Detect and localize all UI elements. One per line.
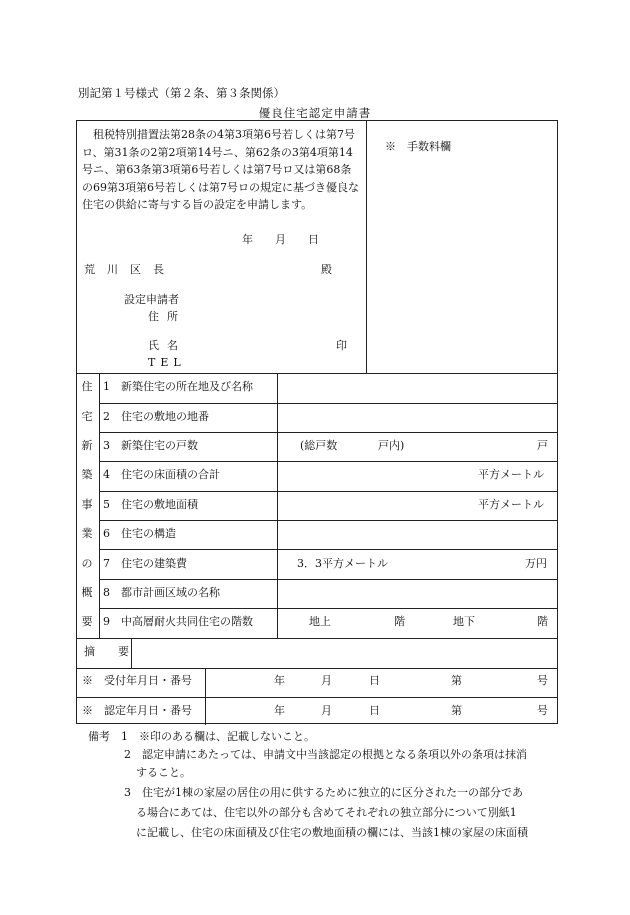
summary-label: 摘 要	[84, 645, 135, 658]
application-date: 年 月 日	[242, 233, 319, 246]
receipt-no: 第	[451, 674, 462, 687]
site-area-unit: 平方メートル	[478, 498, 544, 511]
receipt-go: 号	[537, 674, 548, 687]
approval-day: 日	[369, 704, 380, 717]
note-line: 備考 1 ※印のある欄は、記載しないこと。	[88, 730, 315, 743]
row-label-planning-area: 8 都市計画区域の名称	[103, 586, 220, 599]
seal-mark: 印	[336, 339, 347, 352]
floor-area-unit: 平方メートル	[478, 468, 544, 481]
form-reference: 別記第１号様式（第２条、第３条関係）	[78, 86, 285, 100]
units-inner-label: 戸内)	[378, 439, 405, 452]
side-label-char: 事	[81, 498, 93, 511]
row-label-lot-number: 2 住宅の敷地の地番	[103, 410, 209, 423]
note-line: 3 住宅が1棟の家屋の居住の用に供するために独立的に区分された一の部分であ	[124, 786, 523, 799]
side-label-char: 住	[81, 380, 93, 393]
floors-above-unit: 階	[394, 615, 405, 628]
side-label-char: 新	[81, 439, 93, 452]
floors-above-label: 地上	[309, 615, 331, 628]
row-label-units: 3 新築住宅の戸数	[103, 439, 198, 452]
receipt-label: ※ 受付年月日・番号	[82, 674, 192, 687]
row-label-floors: 9 中高層耐火共同住宅の階数	[103, 615, 253, 628]
cost-unit: 万円	[525, 557, 547, 570]
honorific-dono: 殿	[321, 263, 332, 276]
side-label-char: 宅	[81, 410, 93, 423]
side-label-char: の	[81, 557, 93, 570]
note-line: すること。	[136, 766, 191, 779]
row-label-construction-cost: 7 住宅の建築費	[103, 557, 187, 570]
units-unit: 戸	[537, 439, 548, 452]
row-label-location: 1 新築住宅の所在地及び名称	[103, 380, 253, 393]
tel-label: TEL	[148, 356, 186, 369]
side-label-char: 概	[81, 586, 93, 599]
document-title: 優良住宅認定申請書	[258, 106, 372, 120]
note-line: る場合にあては、住宅以外の部分も含めてそれぞれの独立部分について別紙1	[136, 806, 517, 819]
row-label-site-area: 5 住宅の敷地面積	[103, 498, 198, 511]
note-line: に記載し、住宅の床面積及び住宅の敷地面積の欄には、当該1棟の家屋の床面積	[136, 826, 528, 839]
application-statement: 租税特別措置法第28条の4第3項第6号若しくは第7号ロ、第31条の2第2項第14号ニ、第62条の3第4項第14号ニ、第63条第3項第6号若しくは第7号ロ又は第68条の69第3項第6号若しくは第7号ロの規定に基づき優良な住宅の供給に寄与する旨の設定を申請します。	[82, 128, 359, 211]
row-label-floor-area: 4 住宅の床面積の合計	[103, 468, 220, 481]
approval-no: 第	[451, 704, 462, 717]
approval-month: 月	[321, 704, 332, 717]
applicant-label: 設定申請者	[124, 293, 179, 306]
name-label: 氏名	[148, 339, 186, 352]
floors-below-label: 地下	[453, 615, 475, 628]
row-label-structure: 6 住宅の構造	[103, 527, 176, 540]
addressee-mayor: 荒川区長	[84, 263, 176, 276]
floors-below-unit: 階	[537, 615, 548, 628]
receipt-day: 日	[369, 674, 380, 687]
approval-label: ※ 認定年月日・番号	[82, 704, 192, 717]
units-total-label: (総戸数	[300, 439, 338, 452]
receipt-month: 月	[321, 674, 332, 687]
side-label-char: 築	[81, 468, 93, 481]
cost-per-area-label: 3．3平方メートル	[297, 557, 388, 570]
side-label-char: 要	[81, 615, 93, 628]
note-line: 2 認定申請にあたっては、申請文中当該認定の根拠となる条項以外の条項は抹消	[124, 748, 527, 761]
fee-field-label: ※ 手数料欄	[385, 140, 451, 153]
approval-go: 号	[537, 704, 548, 717]
receipt-year: 年	[274, 674, 285, 687]
side-label-char: 業	[81, 527, 93, 540]
approval-year: 年	[274, 704, 285, 717]
address-label: 住所	[148, 310, 186, 323]
